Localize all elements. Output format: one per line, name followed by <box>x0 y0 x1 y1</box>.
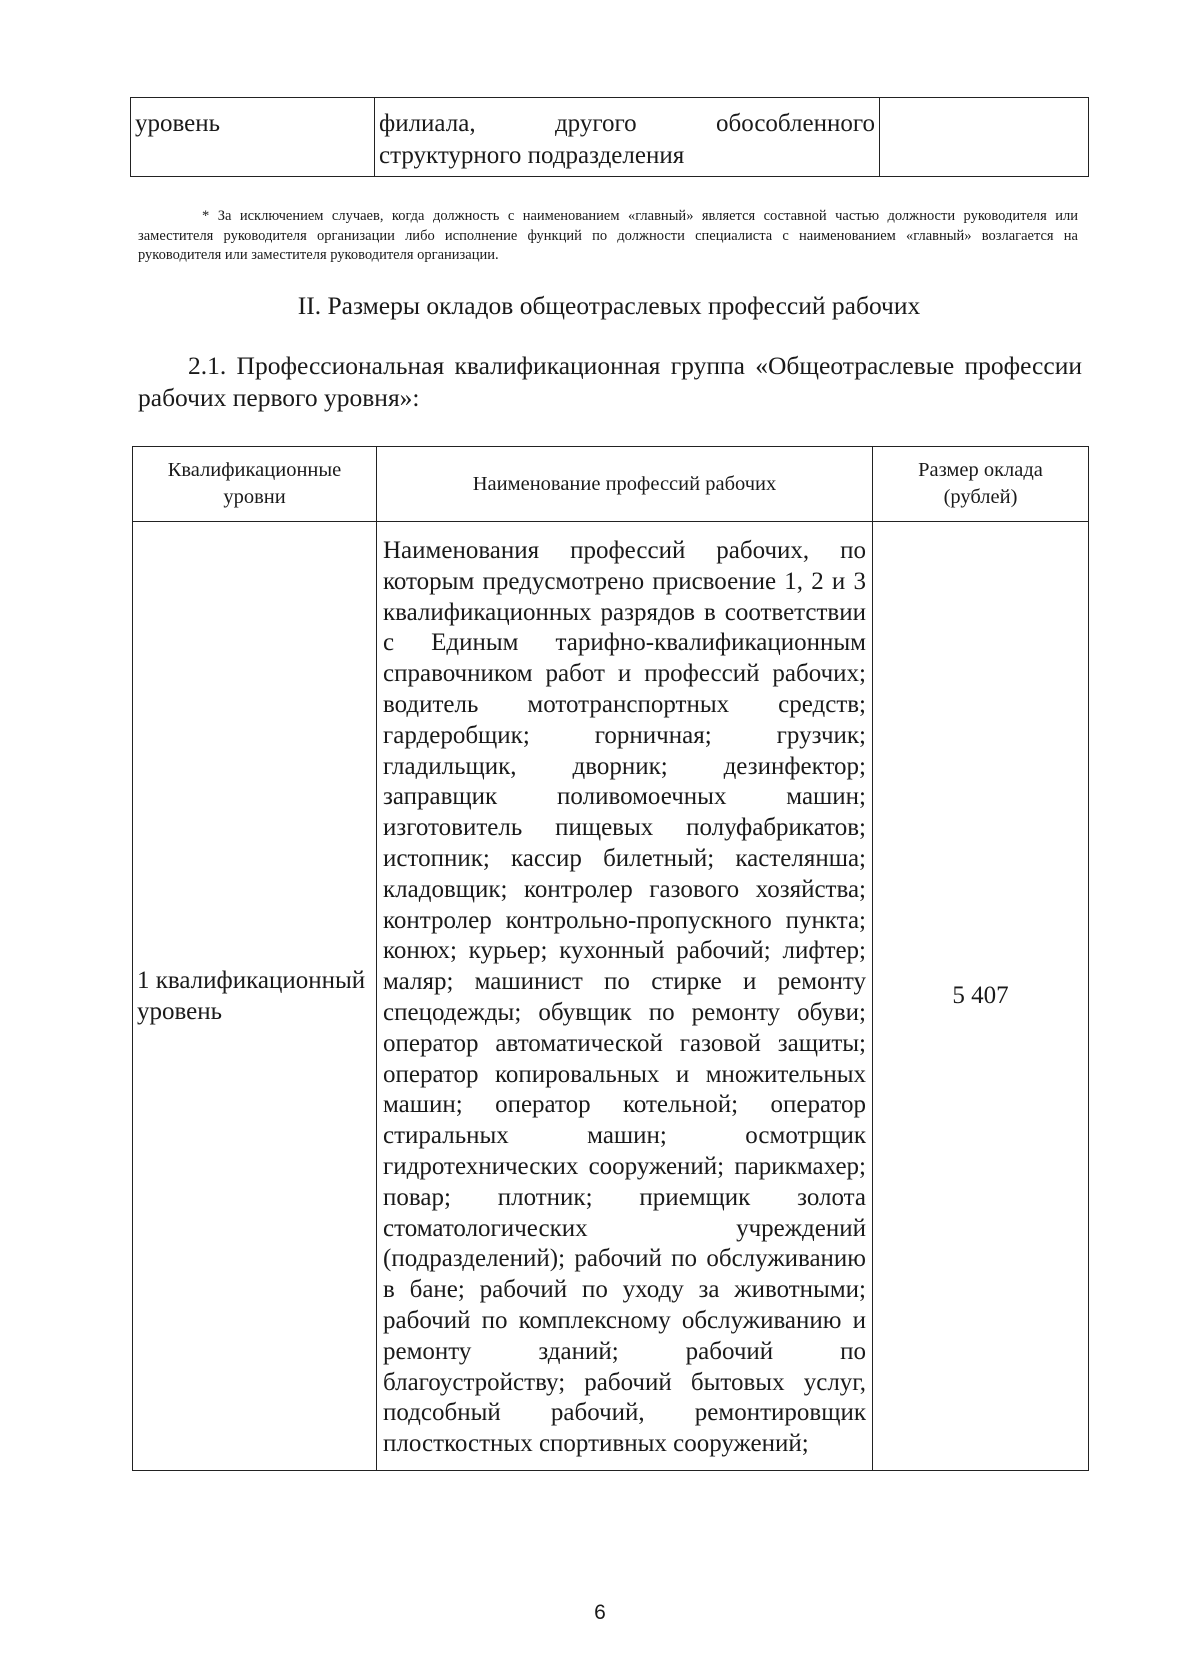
salary-table <box>132 446 1089 1471</box>
intro-paragraph: 2.1. Профессиональная квалификационная группа «Общеотраслевые профессии рабочих первого уровня»: <box>138 351 1082 412</box>
profession-names-cell: Наименования профессий рабочих, по которым предусмотрено присвоение 1, 2 и 3 квалификационных разрядов в соответствии с Единым тарифно-квалификационным справочником работ и профессий рабочих; водитель мототранспортных средств; гардеробщик; горничная; грузчик; гладильщик, дворник; дезинфектор; заправщик поливомоечных машин; изготовитель пищевых полуфабрикатов; истопник; кассир билетный; кастелянша; кладовщик; контролер газового хозяйства; контролер контрольно-пропускного пункта; конюх; курьер; кухонный рабочий; лифтер; маляр; машинист по стирке и ремонту спецодежды; обувщик по ремонту обуви; оператор автоматической газовой защиты; оператор копировальных и множительных машин; оператор котельной; оператор стиральных машин; осмотрщик гидротехнических сооружений; парикмахер; повар; плотник; приемщик золота стоматологических учреждений (подразделений); рабочий по обслуживанию в бане; рабочий по уходу за животными; рабочий по комплексному обслуживанию и ремонту зданий; рабочий по благоустройству; рабочий бытовых услуг, подсобный рабочий, ремонтировщик плосткостных спортивных сооружений; <box>377 522 873 1471</box>
table-header-row <box>133 447 1089 522</box>
qualification-level-cell: 1 квалификационный уровень <box>133 522 377 1471</box>
qualification-level-cell: уровень <box>131 98 375 177</box>
footnote: * За исключением случаев, когда должность с наименованием «главный» является составной частью должности руководителя или заместителя руководителя организации либо исполнение функций по должности специалиста с наименованием «главный» возлагается на руководителя или заместителя руководителя организации. <box>138 208 1078 263</box>
table-row <box>133 522 1089 1471</box>
empty-cell <box>880 98 1089 177</box>
header-qualification-levels: Квалификационные уровни <box>133 447 377 522</box>
table-row <box>131 98 1089 177</box>
salary-cell: 5 407 <box>873 522 1089 1471</box>
header-salary: Размер оклада (рублей) <box>873 447 1089 522</box>
continuation-table <box>130 97 1089 177</box>
header-profession-names: Наименование профессий рабочих <box>377 447 873 522</box>
page-number: 6 <box>594 1601 606 1624</box>
section-title: II. Размеры окладов общеотраслевых профессий рабочих <box>297 291 921 320</box>
position-name-cell: филиала, другого обособленного структурного подразделения <box>375 98 880 177</box>
